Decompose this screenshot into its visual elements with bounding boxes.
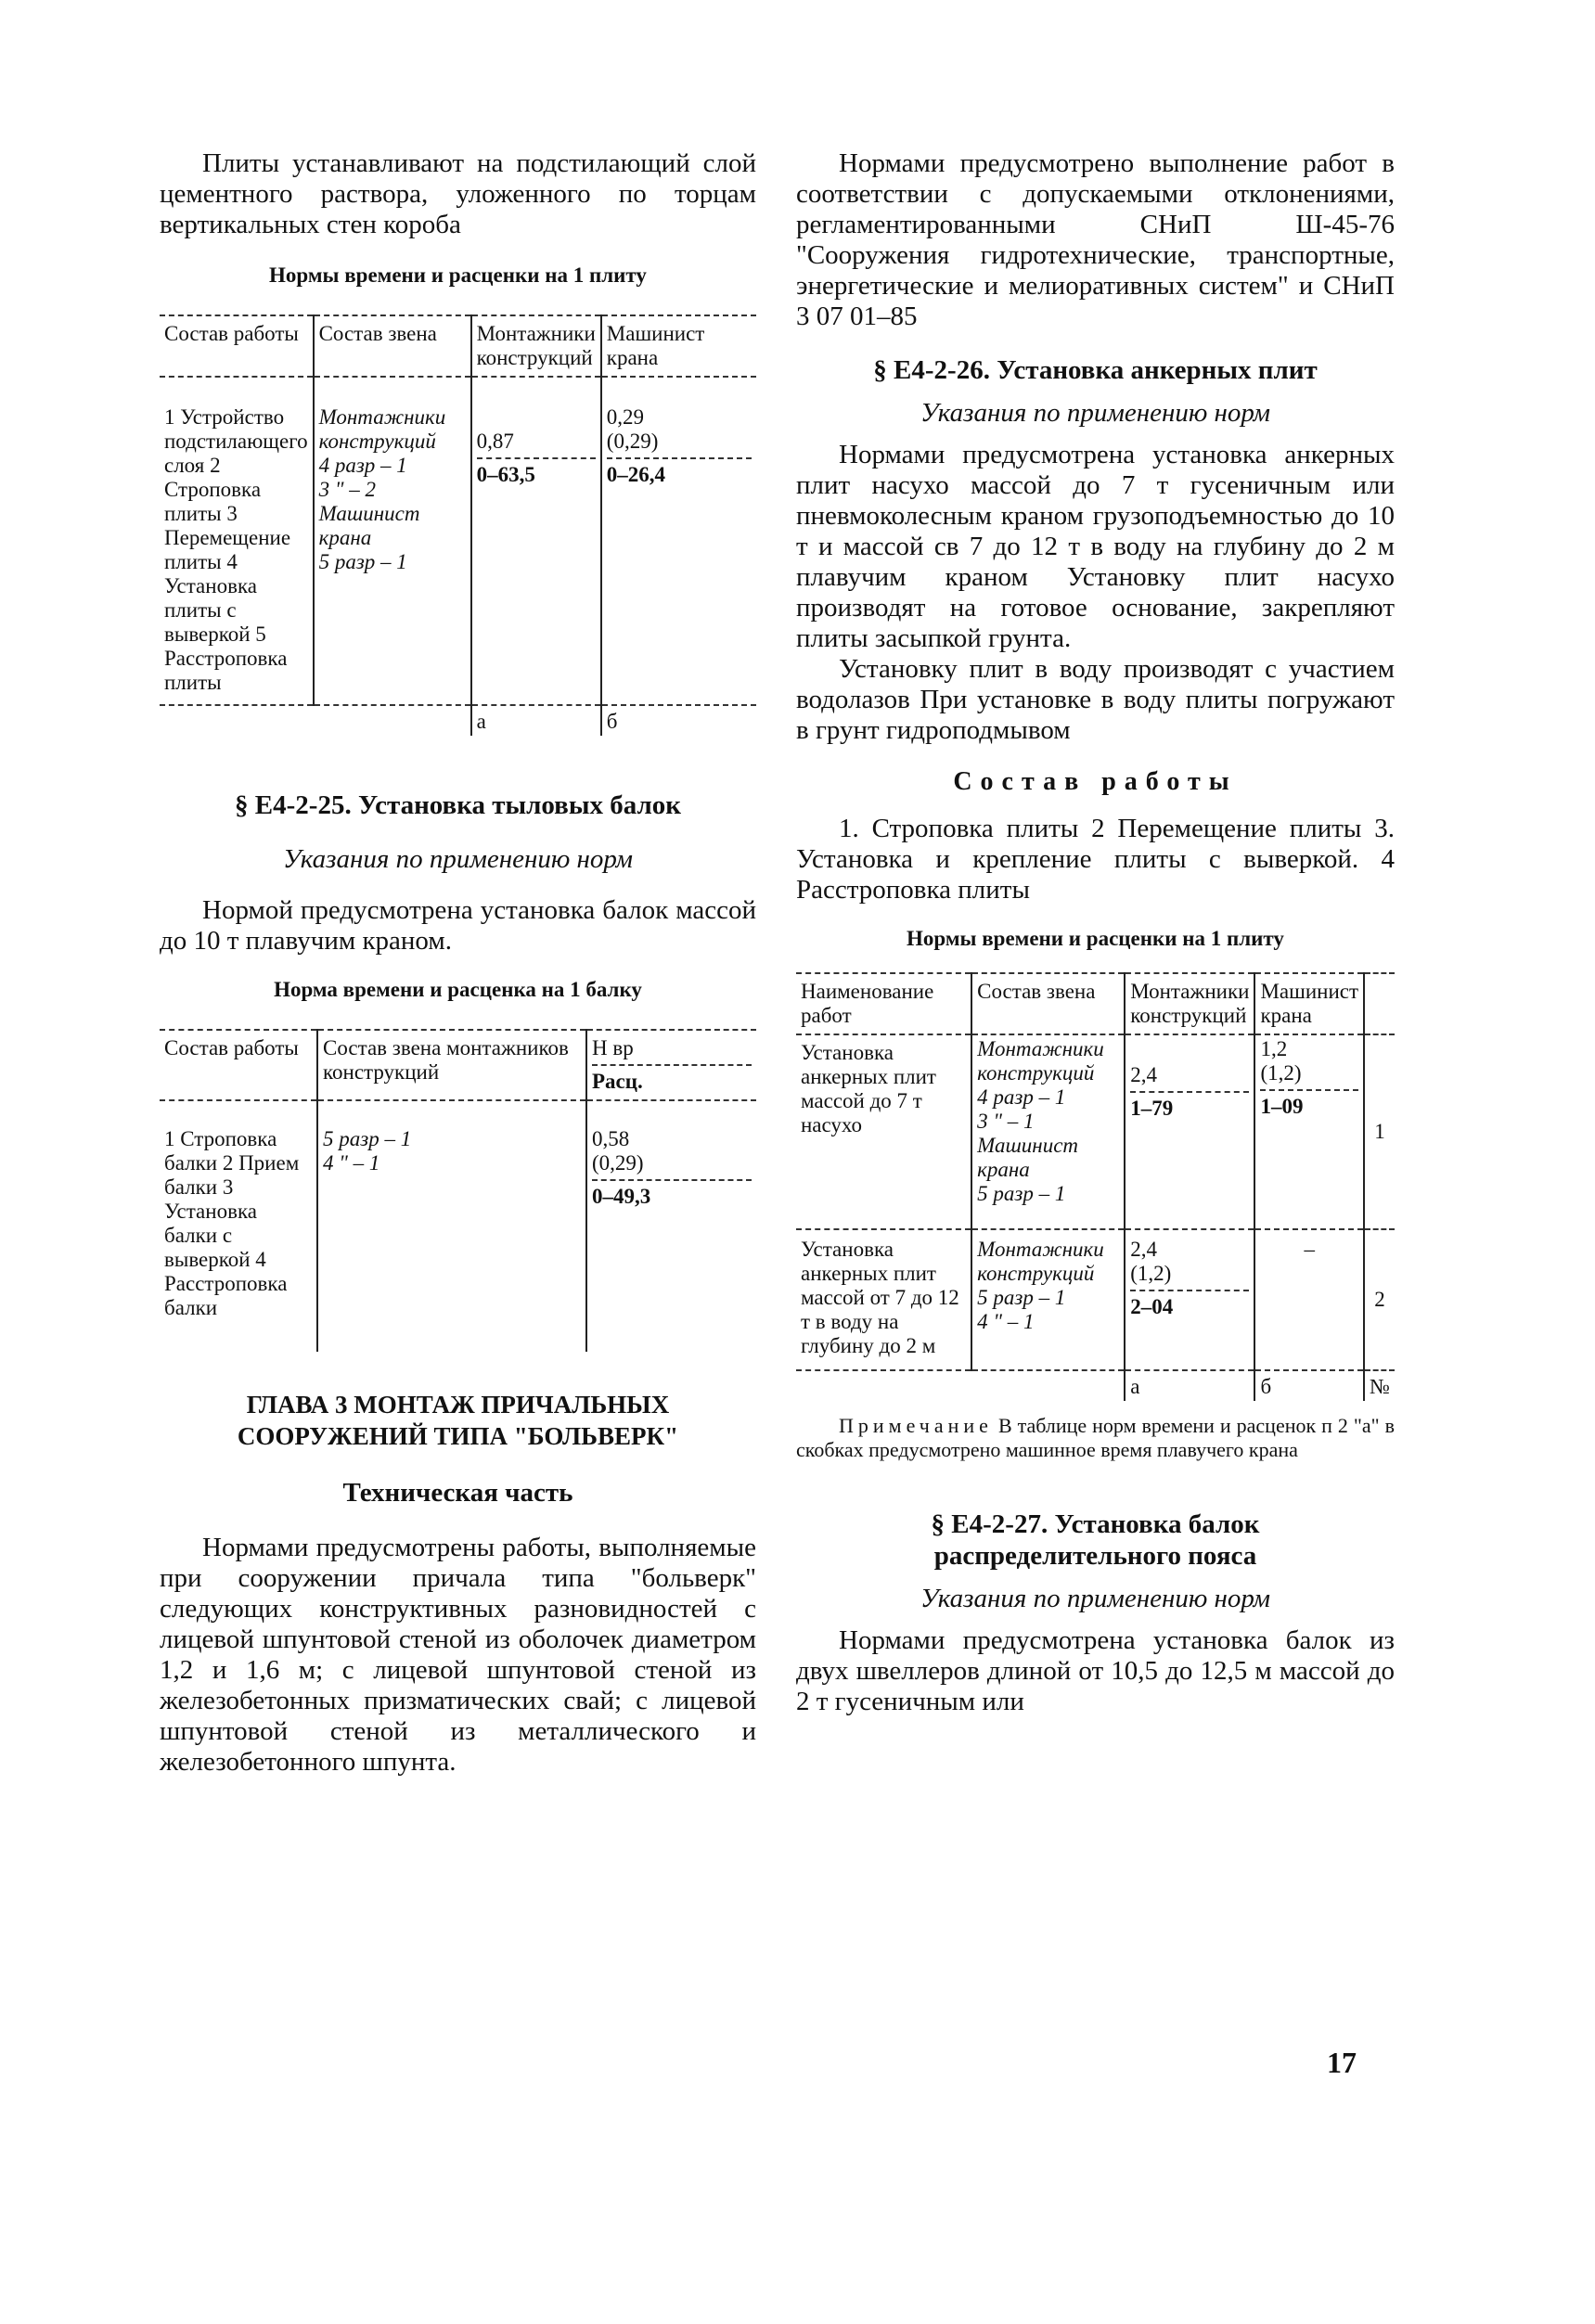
table1 <box>160 315 756 736</box>
table3-row1-mont <box>1125 1034 1254 1229</box>
table3-header-name: Наименование работ <box>796 973 971 1034</box>
table2 <box>160 1029 756 1352</box>
table3-row2-no: 2 <box>1364 1229 1395 1370</box>
crew-line: 5 разр – 1 <box>977 1182 1066 1205</box>
section-26-paragraph-2: Установку плит в воду производят с участием водолазов При установке в воду плиты погружают в грунт гидроподмывом <box>796 654 1395 745</box>
table3-row1-no: 1 <box>1364 1034 1395 1229</box>
table3-header-mash: Машинист крана <box>1254 973 1364 1034</box>
table-row <box>160 1100 756 1352</box>
table2-norm-cell <box>586 1100 756 1352</box>
crew-line: Монтажники конструкций <box>318 405 446 453</box>
page-number: 17 <box>1327 2046 1357 2079</box>
table1-mont-cell <box>471 377 601 705</box>
work-composition-paragraph: 1. Строповка плиты 2 Перемещение плиты 3. Установка и крепление плиты с выверкой. 4 Расстроповка плиты <box>796 814 1395 905</box>
table3-header-mont: Монтажники конструкций <box>1125 973 1254 1034</box>
crew-line: 5 разр – 1 <box>323 1127 412 1150</box>
crew-line: Машинист крана <box>318 502 420 549</box>
table3-row1-mash <box>1254 1034 1364 1229</box>
section-26-paragraph-1: Нормами предусмотрена установка анкерных плит насухо массой до 7 т гусеничным или пневмоколесным краном грузоподъемностью до 10 т и массой св 7 до 12 т в воду на глубину до 2 м плавучим краном Установку плит насухо производят на готовое основание, закрепляют плиты засыпкой грунта. <box>796 440 1395 653</box>
table3-footer-no: № <box>1364 1370 1395 1401</box>
crew-line: 4 разр – 1 <box>318 454 407 477</box>
work-composition-heading: Состав работы <box>953 767 1238 796</box>
table3-header-crew: Состав звена <box>971 973 1125 1034</box>
rate: 0–63,5 <box>476 463 535 486</box>
crew-line: Монтажники конструкций <box>977 1037 1104 1085</box>
table2-caption: Норма времени и расценка на 1 балку <box>274 978 642 1001</box>
table1-header-row <box>160 315 756 377</box>
table1-header-crew: Состав звена <box>314 315 471 377</box>
right-column <box>796 148 1395 1717</box>
table3-header-no <box>1364 973 1395 1034</box>
table1-header-work: Состав работы <box>160 315 314 377</box>
section-25-title: § Е4-2-25. Установка тыловых балок <box>235 790 681 820</box>
norm-time-machine: (1,2) <box>1130 1262 1172 1285</box>
table1-caption: Нормы времени и расценки на 1 плиту <box>269 263 647 287</box>
section-26-title: § Е4-2-26. Установка анкерных плит <box>873 355 1318 385</box>
chapter-title: ГЛАВА 3 МОНТАЖ ПРИЧАЛЬНЫХ СООРУЖЕНИЙ ТИПА "БОЛЬВЕРК" <box>237 1391 679 1450</box>
table3-footer-b: б <box>1254 1370 1364 1401</box>
norm-time: 2,4 <box>1130 1063 1157 1086</box>
table1-footer-cell <box>160 705 314 736</box>
table1-footer-cell <box>314 705 471 736</box>
table-row <box>796 1034 1395 1229</box>
crew-line: Машинист крана <box>977 1134 1079 1181</box>
crew-line: 3 " – 1 <box>977 1110 1035 1133</box>
table2-header-norm <box>586 1030 756 1100</box>
norm-time: 0,58 <box>592 1127 630 1150</box>
table2-header-row <box>160 1030 756 1100</box>
norm-time-machine: (1,2) <box>1260 1061 1302 1085</box>
section-26-instructions: Указания по применению норм <box>920 398 1270 428</box>
norm-time: 1,2 <box>1260 1037 1288 1060</box>
table2-work-cell: 1 Строповка балки 2 Прием балки 3 Установка балки с выверкой 4 Расстроповка балки <box>164 1127 300 1319</box>
table2-header-work: Состав работы <box>160 1030 317 1100</box>
intro-paragraph: Плиты устанавливают на подстилающий слой цементного раствора, уложенного по торцам вертикальных стен короба <box>160 148 756 239</box>
rate-header: Расц. <box>592 1070 643 1093</box>
table3-row1-name: Установка анкерных плит массой до 7 т насухо <box>796 1034 971 1229</box>
crew-line: 3 " – 2 <box>318 478 376 501</box>
table1-footer-row <box>160 705 756 736</box>
rate: 1–79 <box>1130 1097 1174 1120</box>
top-paragraph: Нормами предусмотрено выполнение работ в соответствии с допускаемыми отклонениями, регламентированными СНиП Ш-45-76 "Сооружения гидротехнические, транспортные, энергетические и мелиоративных систем" и СНиП 3 07 01–85 <box>796 148 1395 331</box>
table1-mash-cell <box>601 377 756 705</box>
table3-footer-cell <box>796 1370 971 1401</box>
crew-line: 5 разр – 1 <box>977 1286 1066 1309</box>
table1-header-mash: Машинист крана <box>601 315 756 377</box>
section-27-title-line2: распределительного пояса <box>933 1541 1257 1571</box>
table-row <box>160 377 756 705</box>
table3-note <box>796 1414 1395 1462</box>
section-27-paragraph: Нормами предусмотрена установка балок из двух швеллеров длиной от 10,5 до 12,5 м массой до 2 т гусеничным или <box>796 1625 1395 1716</box>
section-27-title-line1: § Е4-2-27. Установка балок <box>931 1509 1260 1539</box>
table3 <box>796 972 1395 1401</box>
rate: 1–09 <box>1260 1095 1304 1118</box>
table1-work-cell: 1 Устройство подстилающего слоя 2 Строповка плиты 3 Перемещение плиты 4 Установка плиты с выверкой 5 Расстроповка плиты <box>160 377 314 705</box>
table3-footer-row <box>796 1370 1395 1401</box>
table3-row2-mont <box>1125 1229 1254 1370</box>
crew-line: Монтажники конструкций <box>977 1238 1104 1285</box>
rate: 0–49,3 <box>592 1185 651 1208</box>
table3-header-row <box>796 973 1395 1034</box>
norm-time: 0,87 <box>476 430 514 453</box>
section-25-paragraph: Нормой предусмотрена установка балок массой до 10 т плавучим краном. <box>160 895 756 956</box>
left-column <box>160 148 756 1778</box>
rate: 2–04 <box>1130 1295 1174 1318</box>
crew-line: 4 разр – 1 <box>977 1085 1066 1109</box>
table1-header-mont: Монтажники конструкций <box>471 315 601 377</box>
note-label: Примечание <box>839 1414 993 1437</box>
norm-time: 2,4 <box>1130 1238 1157 1261</box>
rate: 0–26,4 <box>606 463 666 486</box>
norm-header: Н вр <box>592 1036 634 1059</box>
table3-row2-mash: – <box>1254 1229 1364 1370</box>
table2-crew-cell <box>317 1100 586 1352</box>
norm-time-machine: (0,29) <box>592 1151 644 1175</box>
table3-footer-a: а <box>1125 1370 1254 1401</box>
table1-footer-a: а <box>471 705 601 736</box>
technical-part-paragraph: Нормами предусмотрены работы, выполняемые при сооружении причала типа "больверк" следующих конструктивных разновидностей с лицевой шпунтовой стеной из оболочек диаметром 1,2 и 1,6 м; с лицевой шпунтовой стеной из железобетонных призматических свай; с лицевой шпунтовой стеной из металлического и железобетонного шпунта. <box>160 1533 756 1777</box>
table-row <box>796 1229 1395 1370</box>
table3-row2-crew <box>971 1229 1125 1370</box>
crew-line: 4 " – 1 <box>977 1310 1035 1333</box>
technical-part-heading: Техническая часть <box>342 1478 573 1508</box>
table1-crew-cell <box>314 377 471 705</box>
table2-header-crew: Состав звена монтажников конструкций <box>317 1030 586 1100</box>
section-25-instructions: Указания по применению норм <box>283 844 633 874</box>
table3-footer-cell <box>971 1370 1125 1401</box>
note-text: В таблице норм времени и расценок п 2 "а" в скобках предусмотрено машинное время плавучего крана <box>796 1414 1395 1461</box>
table1-footer-b: б <box>601 705 756 736</box>
table3-row1-crew <box>971 1034 1125 1229</box>
table3-caption: Нормы времени и расценки на 1 плиту <box>907 927 1284 950</box>
crew-line: 5 разр – 1 <box>318 550 407 573</box>
norm-time: 0,29 <box>606 405 645 429</box>
table3-row2-name: Установка анкерных плит массой от 7 до 12 т в воду на глубину до 2 м <box>796 1229 971 1370</box>
norm-time-machine: (0,29) <box>606 430 659 453</box>
crew-line: 4 " – 1 <box>323 1151 380 1175</box>
section-27-instructions: Указания по применению норм <box>920 1584 1270 1613</box>
